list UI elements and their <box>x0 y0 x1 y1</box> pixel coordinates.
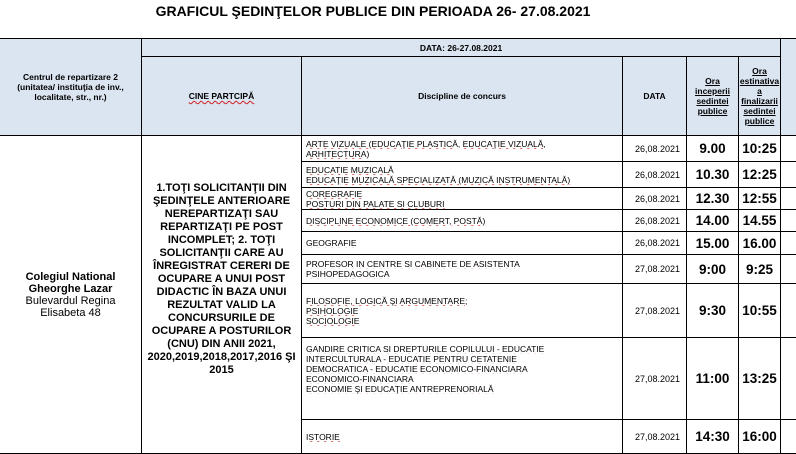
start-time-cell: 10.30 <box>687 162 739 188</box>
discipline-line: GANDIRE CRITICA SI DREPTURILE COPILULUI - EDUCATIE <box>306 344 545 354</box>
discipline-cell <box>302 255 623 284</box>
discipline-cell <box>302 420 623 454</box>
end-time-cell: 10:55 <box>739 284 781 338</box>
start-time-cell: 11:00 <box>687 338 739 420</box>
discipline-line: ARHITECTURA) <box>306 148 370 159</box>
start-time-cell: 15.00 <box>687 232 739 255</box>
discipline-line: SOCIOLOGIE <box>306 315 360 326</box>
discipline-cell <box>302 232 623 255</box>
discipline-cell <box>302 210 623 232</box>
discipline-line: ECONOMICO-FINANCIARA <box>306 374 414 384</box>
centru-header-label: Centrul de repartizare 2 (unitatea/ instituţia de inv., localitate, str., nr.) <box>17 72 124 102</box>
centru-address: Bulevardul Regina Elisabeta 48 <box>25 294 116 319</box>
centru-name: Colegiul National Gheorghe Lazar <box>25 270 116 295</box>
participanti-text: 1.TOŢI SOLICITANŢII DIN ŞEDINŢELE ANTERIOARE NEREPARTIZAŢI SAU REPARTIZAŢI PE POST INCOMPLET; 2. TOŢI SOLICITANŢII CARE AU ÎNREGISTRAT CERERI DE OCUPARE A UNUI POST DIDACTIC ÎN BAZA UNUI REZULTAT VALID LA CONCURSURILE DE OCUPARE A POSTURILOR (CNU) DIN ANII 2021, 2020,2019,2018,2017,2016 ŞI 2015 <box>147 182 296 376</box>
discipline-line: PROFESOR IN CENTRE SI CABINETE DE ASISTENTA <box>306 259 520 269</box>
end-time-cell: 14.55 <box>739 210 781 232</box>
discipline-cell <box>302 338 623 420</box>
discipline-line: PSIHOLOGIE <box>306 305 359 316</box>
discipline-line: ARTE VIZUALE (EDUCAŢIE PLASTICĂ, EDUCAŢIE VIZUALĂ, <box>306 138 546 149</box>
discipline-cell <box>302 162 623 188</box>
end-time-cell: 10:25 <box>739 136 781 162</box>
data-header-label: DATA: 26-27.08.2021 <box>142 39 781 57</box>
centru-header-cell <box>0 39 142 136</box>
discipline-line: PSIHOPEDAGOGICA <box>306 269 390 279</box>
participanti-cell <box>142 136 302 454</box>
discipline-cell <box>302 284 623 338</box>
discipline-cell <box>302 136 623 162</box>
date-cell: 26,08.2021 <box>623 162 687 188</box>
ora-inceperii-label: Ora inceperii sedintei publice <box>695 76 730 116</box>
ora-finalizarii-label: Ora estinativa a finalizarii sedintei publice <box>739 66 780 126</box>
end-time-cell: 16:00 <box>739 420 781 454</box>
start-time-cell: 9.00 <box>687 136 739 162</box>
end-time-cell: 16.00 <box>739 232 781 255</box>
start-time-cell: 14.00 <box>687 210 739 232</box>
end-time-cell: 9:25 <box>739 255 781 284</box>
date-cell: 26,08.2021 <box>623 232 687 255</box>
right-edge-column <box>781 38 796 454</box>
discipline-line: DISCIPLINE ECONOMICE (COMERT, POSTĂ) <box>306 215 486 226</box>
end-time-cell: 13:25 <box>739 338 781 420</box>
schedule-table <box>0 38 796 454</box>
data-col-header-label: DATA <box>623 57 687 136</box>
discipline-line: ISTORIE <box>306 431 340 442</box>
discipline-line: GEOGRAFIE <box>306 238 357 248</box>
end-time-cell: 12:25 <box>739 162 781 188</box>
date-cell: 27,08.2021 <box>623 420 687 454</box>
discipline-line: INTERCULTURALA - EDUCATIE PENTRU CETATENIE <box>306 354 517 364</box>
date-cell: 27,08.2021 <box>623 255 687 284</box>
page-title: GRAFICUL ŞEDINŢELOR PUBLICE DIN PERIOADA 26- 27.08.2021 <box>155 3 591 19</box>
date-cell: 27,08.2021 <box>623 338 687 420</box>
discipline-line: EDUCATIE MUZICALĂ <box>306 164 394 175</box>
start-time-cell: 9:30 <box>687 284 739 338</box>
end-time-cell: 12:55 <box>739 188 781 210</box>
date-cell: 27,08.2021 <box>623 284 687 338</box>
start-time-cell: 12.30 <box>687 188 739 210</box>
discipline-line: ECONOMIE ŞI EDUCAŢIE ANTREPRENORIALĂ <box>306 384 494 394</box>
discipline-line: FILOSOFIE, LOGICĂ ŞI ARGUMENTARE; <box>306 295 468 306</box>
right-edge-header <box>781 39 796 136</box>
date-cell: 26,08.2021 <box>623 210 687 232</box>
ora-finalizarii-header <box>739 57 781 136</box>
start-time-cell: 9:00 <box>687 255 739 284</box>
discipline-line: EDUCAŢIE MUZICALĂ SPECIALIZATĂ (MUZICĂ INSTRUMENTALĂ) <box>306 174 571 185</box>
discipline-line: POSTURI DIN PALATE SI CLUBURI <box>306 198 445 209</box>
date-cell: 26,08.2021 <box>623 136 687 162</box>
discipline-line: DEMOCRATICA - EDUCATIE ECONOMICO-FINANCIARA <box>306 364 528 374</box>
centru-cell <box>0 136 142 454</box>
start-time-cell: 14:30 <box>687 420 739 454</box>
discipline-cell <box>302 188 623 210</box>
cine-participa-header <box>142 57 302 136</box>
cine-participa-label: CINE PARTCIPĂ <box>188 91 255 101</box>
ora-inceperii-header <box>687 57 739 136</box>
discipline-header-label: Discipline de concurs <box>302 57 623 136</box>
date-cell: 26,08.2021 <box>623 188 687 210</box>
discipline-line: COREGRAFIE <box>306 188 363 199</box>
